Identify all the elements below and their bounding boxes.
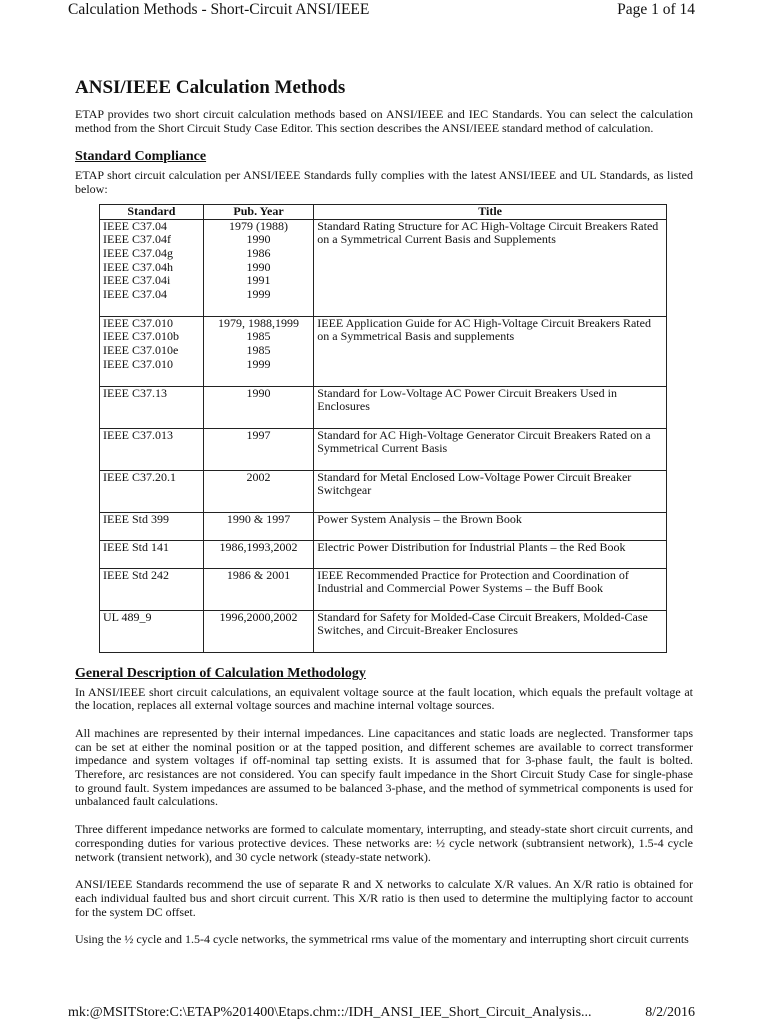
cell-title: Power System Analysis – the Brown Book: [314, 512, 667, 540]
column-header-standard: Standard: [100, 204, 204, 219]
table-row: [100, 428, 667, 470]
methodology-paragraph-2: All machines are represented by their internal impedances. Line capacitances and static loads are neglected. Transformer taps can be set at either the nominal position or at the tapped position, and different schemes are available to correct transformer impedance and system voltages if off-nominal tap setting exists. It is assumed that for 3-phase fault, the fault is bolted. Therefore, arc resistances are not considered. You can specify fault impedance in the Short Circuit Study Case for single-phase to ground fault. System impedances are assumed to be balanced 3-phase, and the method of symmetrical components is used for unbalanced fault calculations.: [75, 725, 693, 809]
cell-year: 1997: [203, 428, 313, 470]
table-row: [100, 540, 667, 568]
cell-year: 1979 (1988) 1990 1986 1990 1991 1999: [203, 219, 313, 316]
cell-standard: IEEE C37.04 IEEE C37.04f IEEE C37.04g IEEE C37.04h IEEE C37.04i IEEE C37.04: [100, 219, 204, 316]
cell-title: IEEE Application Guide for AC High-Voltage Circuit Breakers Rated on a Symmetrical Basis and supplements: [314, 316, 667, 386]
methodology-paragraph-5: Using the ½ cycle and 1.5-4 cycle networks, the symmetrical rms value of the momentary and interrupting short circuit currents: [75, 932, 689, 947]
cell-standard: UL 489_9: [100, 610, 204, 652]
cell-year: 2002: [203, 470, 313, 512]
source-path: mk:@MSITStore:C:\ETAP%201400\Etaps.chm::/IDH_ANSI_IEE_Short_Circuit_Analysis...: [68, 1005, 592, 1020]
print-date: 8/2/2016: [645, 1005, 695, 1020]
page-content: [75, 76, 693, 947]
table-row: [100, 568, 667, 610]
page-header: [68, 0, 695, 22]
cell-year: 1996,2000,2002: [203, 610, 313, 652]
cell-year: 1979, 1988,1999 1985 1985 1999: [203, 316, 313, 386]
cell-standard: IEEE C37.013: [100, 428, 204, 470]
table-header-row: [100, 204, 667, 219]
column-header-title: Title: [314, 204, 667, 219]
cell-standard: IEEE C37.010 IEEE C37.010b IEEE C37.010e IEEE C37.010: [100, 316, 204, 386]
cell-title: Standard for AC High-Voltage Generator Circuit Breakers Rated on a Symmetrical Current Basis: [314, 428, 667, 470]
table-row: [100, 386, 667, 428]
cell-title: IEEE Recommended Practice for Protection and Coordination of Industrial and Commercial Power Systems – the Buff Book: [314, 568, 667, 610]
cell-standard: IEEE C37.13: [100, 386, 204, 428]
methodology-paragraph-4: ANSI/IEEE Standards recommend the use of separate R and X networks to calculate X/R values. An X/R ratio is obtained for each individual faulted bus and short circuit current. This X/R ratio is then used to determine the multiplying factor to account for the system DC offset.: [75, 877, 693, 919]
cell-year: 1986 & 2001: [203, 568, 313, 610]
column-header-pub-year: Pub. Year: [203, 204, 313, 219]
methodology-paragraph-3: Three different impedance networks are formed to calculate momentary, interrupting, and steady-state short circuit currents, and corresponding duties for various protective devices. These networks are: ½ cycle network (subtransient network), 1.5-4 cycle network (transient network), and 30 cycle network (steady-state network).: [75, 822, 693, 864]
cell-year: 1990 & 1997: [203, 512, 313, 540]
compliance-paragraph: ETAP short circuit calculation per ANSI/IEEE Standards fully complies with the latest ANSI/IEEE and UL Standards, as listed below:: [75, 168, 693, 197]
cell-standard: IEEE Std 399: [100, 512, 204, 540]
cell-standard: IEEE Std 141: [100, 540, 204, 568]
page-footer: [68, 1004, 695, 1022]
cell-standard: IEEE Std 242: [100, 568, 204, 610]
table-row: [100, 512, 667, 540]
page-number: Page 1 of 14: [617, 1, 695, 18]
cell-title: Electric Power Distribution for Industrial Plants – the Red Book: [314, 540, 667, 568]
table-row: [100, 610, 667, 652]
cell-year: 1986,1993,2002: [203, 540, 313, 568]
standard-compliance-heading: Standard Compliance: [75, 149, 207, 165]
table-row: [100, 470, 667, 512]
cell-year: 1990: [203, 386, 313, 428]
table-row: [100, 219, 667, 316]
intro-paragraph: ETAP provides two short circuit calculation methods based on ANSI/IEEE and IEC Standards. You can select the calculation method from the Short Circuit Study Case Editor. This section describes the ANSI/IEEE standard method of calculation.: [75, 107, 693, 135]
cell-standard: IEEE C37.20.1: [100, 470, 204, 512]
cell-title: Standard for Metal Enclosed Low-Voltage Power Circuit Breaker Switchgear: [314, 470, 667, 512]
standards-table: [99, 204, 667, 653]
cell-title: Standard for Low-Voltage AC Power Circuit Breakers Used in Enclosures: [314, 386, 667, 428]
cell-title: Standard Rating Structure for AC High-Voltage Circuit Breakers Rated on a Symmetrical Current Basis and Supplements: [314, 219, 667, 316]
table-row: [100, 316, 667, 386]
page-title: ANSI/IEEE Calculation Methods: [75, 77, 346, 98]
cell-title: Standard for Safety for Molded-Case Circuit Breakers, Molded-Case Switches, and Circuit-Breaker Enclosures: [314, 610, 667, 652]
methodology-paragraph-1: In ANSI/IEEE short circuit calculations, an equivalent voltage source at the fault location, which equals the prefault voltage at the location, replaces all external voltage sources and machine internal voltage sources.: [75, 684, 693, 713]
document-title: Calculation Methods - Short-Circuit ANSI/IEEE: [68, 1, 370, 18]
methodology-heading: General Description of Calculation Methodology: [75, 665, 366, 681]
